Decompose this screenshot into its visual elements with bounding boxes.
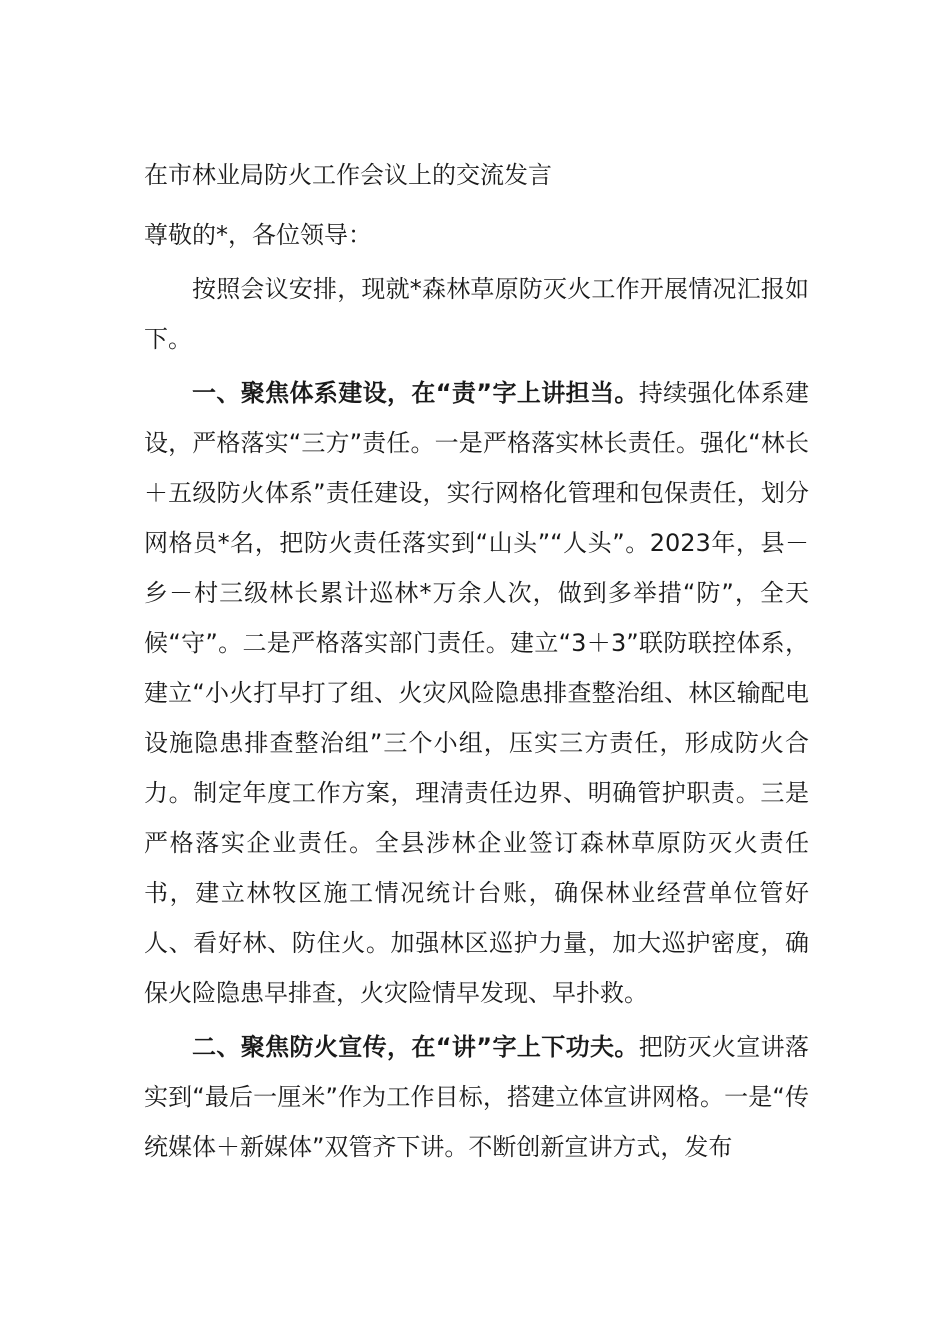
intro-paragraph: 按照会议安排，现就*森林草原防灭火工作开展情况汇报如下。	[144, 275, 809, 353]
document-body	[144, 150, 809, 1176]
section-heading-1: 一、聚焦体系建设，在“责”字上讲担当。	[192, 379, 639, 407]
section-body-2: 把防灭火宣讲落实到“最后一厘米”作为工作目标，搭建立体宣讲网格。一是“传统媒体＋新媒体”双管齐下讲。不断创新宣讲方式，发布	[144, 1033, 810, 1161]
salutation: 尊敬的*，各位领导：	[144, 221, 372, 249]
section-paragraph-1	[144, 368, 809, 1018]
section-paragraph-2	[144, 1022, 809, 1172]
section-body-1: 持续强化体系建设，严格落实“三方”责任。一是严格落实林长责任。强化“林长＋五级防火体系”责任建设，实行网格化管理和包保责任，划分网格员*名，把防火责任落实到“山头”“人头”。2023年，县－乡－村三级林长累计巡林*万余人次，做到多举措“防”，全天候“守”。二是严格落实部门责任。建立“3＋3”联防联控体系，建立“小火打早打了组、火灾风险隐患排查整治组、林区输配电设施隐患排查整治组”三个小组，压实三方责任，形成防火合力。制定年度工作方案，理清责任边界、明确管护职责。三是严格落实企业责任。全县涉林企业签订森林草原防灭火责任书，建立林牧区施工情况统计台账，确保林业经营单位管好人、看好林、防住火。加强林区巡护力量，加大巡护密度，确保火险隐患早排查，火灾险情早发现、早扑救。	[144, 379, 810, 1007]
section-heading-2: 二、聚焦防火宣传，在“讲”字上下功夫。	[192, 1033, 639, 1061]
document-title: 在市林业局防火工作会议上的交流发言	[144, 161, 552, 189]
